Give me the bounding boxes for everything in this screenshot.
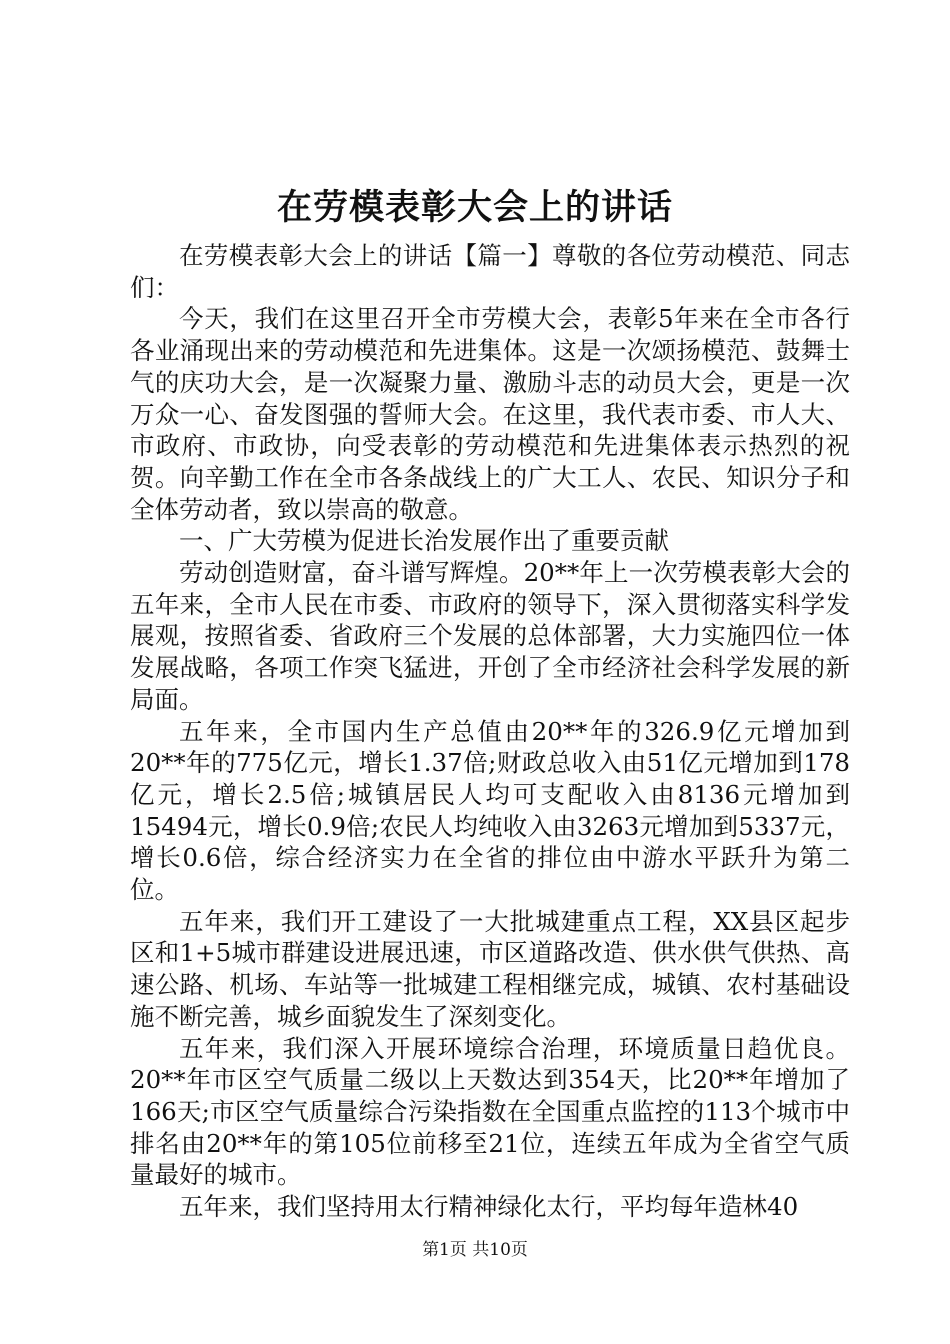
paragraph-greening: 五年来，我们坚持用太行精神绿化太行，平均每年造林40 [179, 1192, 799, 1222]
paragraph-intro: 在劳模表彰大会上的讲话【篇一】尊敬的各位劳动模范、同志们： [130, 241, 850, 302]
paragraph-achievements: 劳动创造财富，奋斗谱写辉煌。20**年上一次劳模表彰大会的五年来，全市人民在市委、市政府的领导下，深入贯彻落实科学发展观，按照省委、省政府三个发展的总体部署，大力实施四位一体发展战略，各项工作突飞猛进，开创了全市经济社会科学发展的新局面。 [130, 558, 850, 714]
document-title: 在劳模表彰大会上的讲话 [276, 187, 673, 228]
paragraph-construction: 五年来，我们开工建设了一大批城建重点工程，XX县区起步区和1+5城市群建设进展迅速，市区道路改造、供水供气供热、高速公路、机场、车站等一批城建工程相继完成，城镇、农村基础设施不断完善，城乡面貌发生了深刻变化。 [130, 906, 850, 1031]
document-body [130, 240, 850, 1223]
paragraph-environment: 五年来，我们深入开展环境综合治理，环境质量日趋优良。20**年市区空气质量二级以上天数达到354天，比20**年增加了166天;市区空气质量综合污染指数在全国重点监控的113个城市中排名由20**年的第105位前移至21位，连续五年成为全省空气质量最好的城市。 [130, 1033, 850, 1190]
section-heading: 一、广大劳模为促进长治发展作出了重要贡献 [179, 526, 669, 556]
paragraph-opening: 今天，我们在这里召开全市劳模大会，表彰5年来在全市各行各业涌现出来的劳动模范和先进集体。这是一次颂扬模范、鼓舞士气的庆功大会，是一次凝聚力量、激励斗志的动员大会，更是一次万众一心、奋发图强的誓师大会。在这里，我代表市委、市人大、市政府、市政协，向受表彰的劳动模范和先进集体表示热烈的祝贺。向辛勤工作在全市各条战线上的广大工人、农民、知识分子和全体劳动者，致以崇高的敬意。 [130, 304, 850, 524]
paragraph-economy: 五年来，全市国内生产总值由20**年的326.9亿元增加到20**年的775亿元，增长1.37倍;财政总收入由51亿元增加到178亿元，增长2.5倍;城镇居民人均可支配收入由8136元增加到15494元，增长0.9倍;农民人均纯收入由3263元增加到5337元，增长0.6倍，综合经济实力在全省的排位由中游水平跃升为第二位。 [130, 716, 850, 905]
page-number-footer: 第1页 共10页 [422, 1240, 528, 1260]
